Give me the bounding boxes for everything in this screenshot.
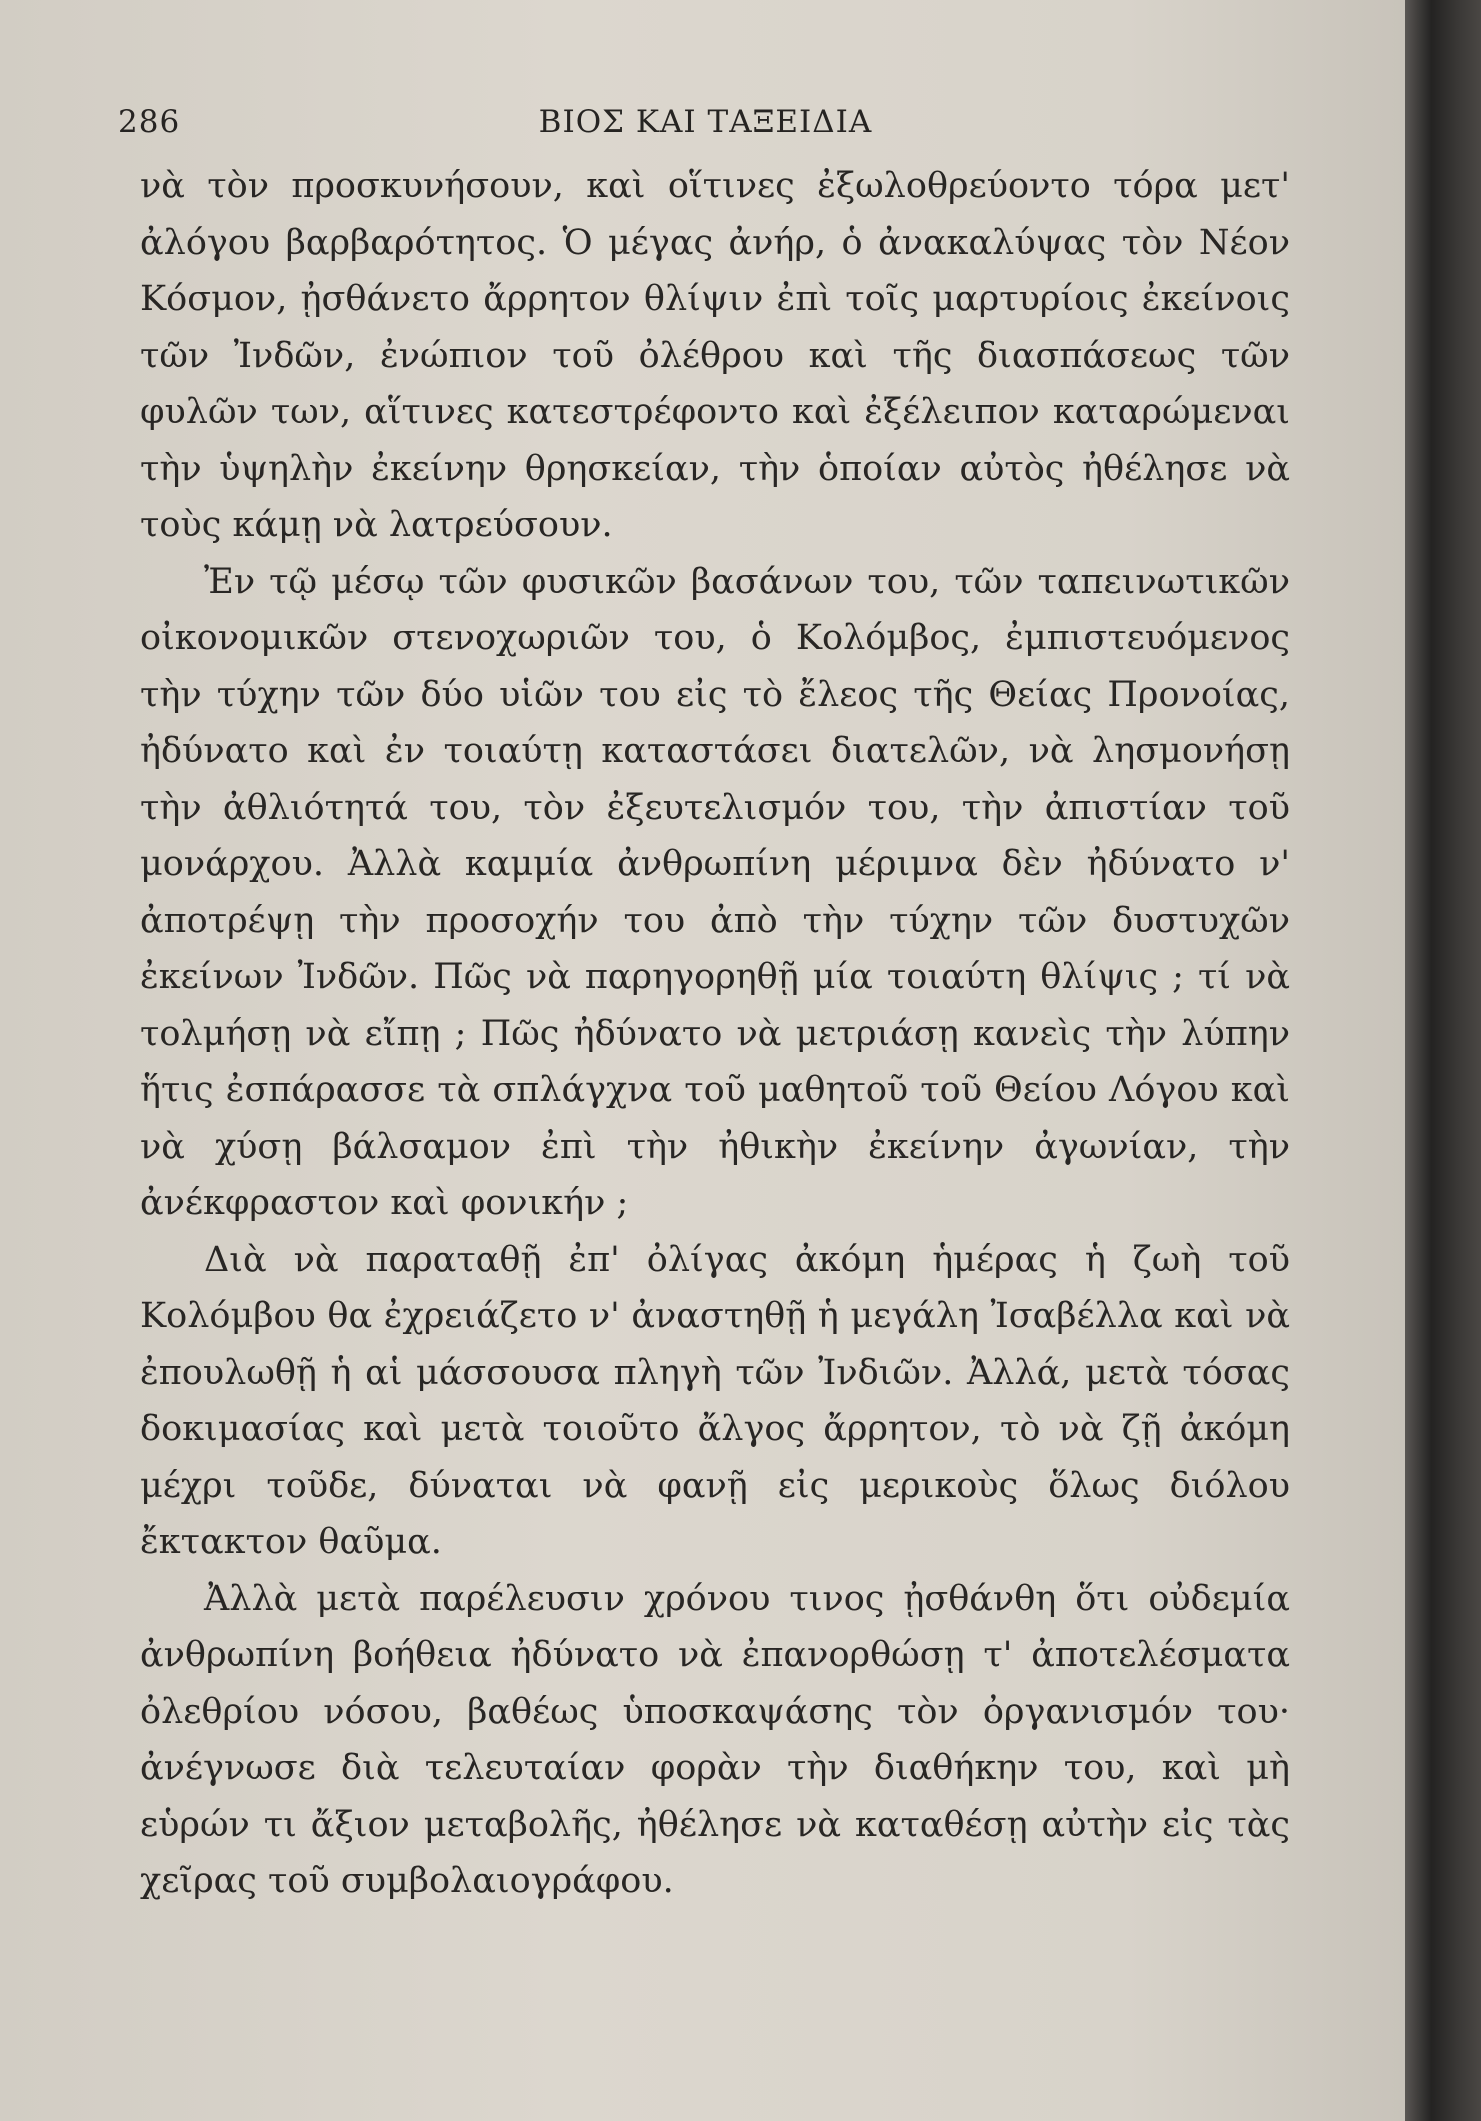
page-header [118,100,1293,150]
paragraph-3: Διὰ νὰ παραταθῇ ἐπ' ὀλίγας ἀκόμη ἡμέρας ἡ ζωὴ τοῦ Κολόμβου θα ἐχρειάζετο ν' ἀναστηθῇ ἡ μεγάλη Ἰσαβέλλα καὶ νὰ ἐπουλωθῇ ἡ αἱ μάσσουσα πληγὴ τῶν Ἰνδιῶν. Ἀλλά, μετὰ τόσας δοκιμασίας καὶ μετὰ τοιοῦτο ἄλγος ἄρρητον, τὸ νὰ ζῇ ἀκόμη μέχρι τοῦδε, δύναται νὰ φανῇ εἰς μερικοὺς ὅλως διόλου ἔκτακτον θαῦμα. [140,1239,1290,1562]
paragraph-2: Ἐν τῷ μέσῳ τῶν φυσικῶν βασάνων του, τῶν ταπεινωτικῶν οἰκονομικῶν στενοχωριῶν του, ὁ Κολόμβος, ἐμπιστευόμενος τὴν τύχην τῶν δύο υἱῶν του εἰς τὸ ἔλεος τῆς Θείας Προνοίας, ἠδύνατο καὶ ἐν τοιαύτῃ καταστάσει διατελῶν, νὰ λησμονήσῃ τὴν ἀθλιότητά του, τὸν ἐξευτελισμόν του, τὴν ἀπιστίαν τοῦ μονάρχου. Ἀλλὰ καμμία ἀνθρωπίνη μέριμνα δὲν ἠδύνατο ν' ἀποτρέψῃ τὴν προσοχήν του ἀπὸ τὴν τύχην τῶν δυστυχῶν ἐκείνων Ἰνδῶν. Πῶς νὰ παρηγορηθῇ μία τοιαύτη θλίψις ; τί νὰ τολμήσῃ νὰ εἴπῃ ; Πῶς ἠδύνατο νὰ μετριάσῃ κανεὶς τὴν λύπην ἥτις ἐσπάρασσε τὰ σπλάγχνα τοῦ μαθητοῦ τοῦ Θείου Λόγου καὶ νὰ χύσῃ βάλσαμον ἐπὶ τὴν ἠθικὴν ἐκείνην ἀγωνίαν, τὴν ἀνέκφραστον καὶ φονικήν ; [140,561,1290,1223]
page-number: 286 [118,104,181,140]
paragraph-4: Ἀλλὰ μετὰ παρέλευσιν χρόνου τινος ᾐσθάνθη ὅτι οὐδεμία ἀνθρωπίνη βοήθεια ἠδύνατο νὰ ἐπανορθώσῃ τ' ἀποτελέσματα ὀλεθρίου νόσου, βαθέως ὑποσκαψάσης τὸν ὀργανισμόν του· ἀνέγνωσε διὰ τελευταίαν φορὰν τὴν διαθήκην του, καὶ μὴ εὑρών τι ἄξιον μεταβολῆς, ἠθέλησε νὰ καταθέσῃ αὐτὴν εἰς τὰς χεῖρας τοῦ συμβολαιογράφου. [140,1578,1290,1901]
book-gutter [1405,0,1481,2121]
paragraph-1: νὰ τὸν προσκυνήσουν, καὶ οἵτινες ἐξωλοθρεύοντο τόρα μετ' ἀλόγου βαρβαρότητος. Ὁ μέγας ἀνήρ, ὁ ἀνακαλύψας τὸν Νέον Κόσμον, ᾐσθάνετο ἄρρητον θλίψιν ἐπὶ τοῖς μαρτυρίοις ἐκείνοις τῶν Ἰνδῶν, ἐνώπιον τοῦ ὀλέθρου καὶ τῆς διασπάσεως τῶν φυλῶν των, αἵτινες κατεστρέφοντο καὶ ἐξέλειπον καταρώμεναι τὴν ὑψηλὴν ἐκείνην θρησκείαν, τὴν ὁποίαν αὐτὸς ἠθέλησε νὰ τοὺς κάμῃ νὰ λατρεύσουν. [140,166,1290,545]
running-title: ΒΙΟΣ ΚΑΙ ΤΑΞΕΙΔΙΑ [538,104,873,140]
body-text [140,158,1290,1910]
